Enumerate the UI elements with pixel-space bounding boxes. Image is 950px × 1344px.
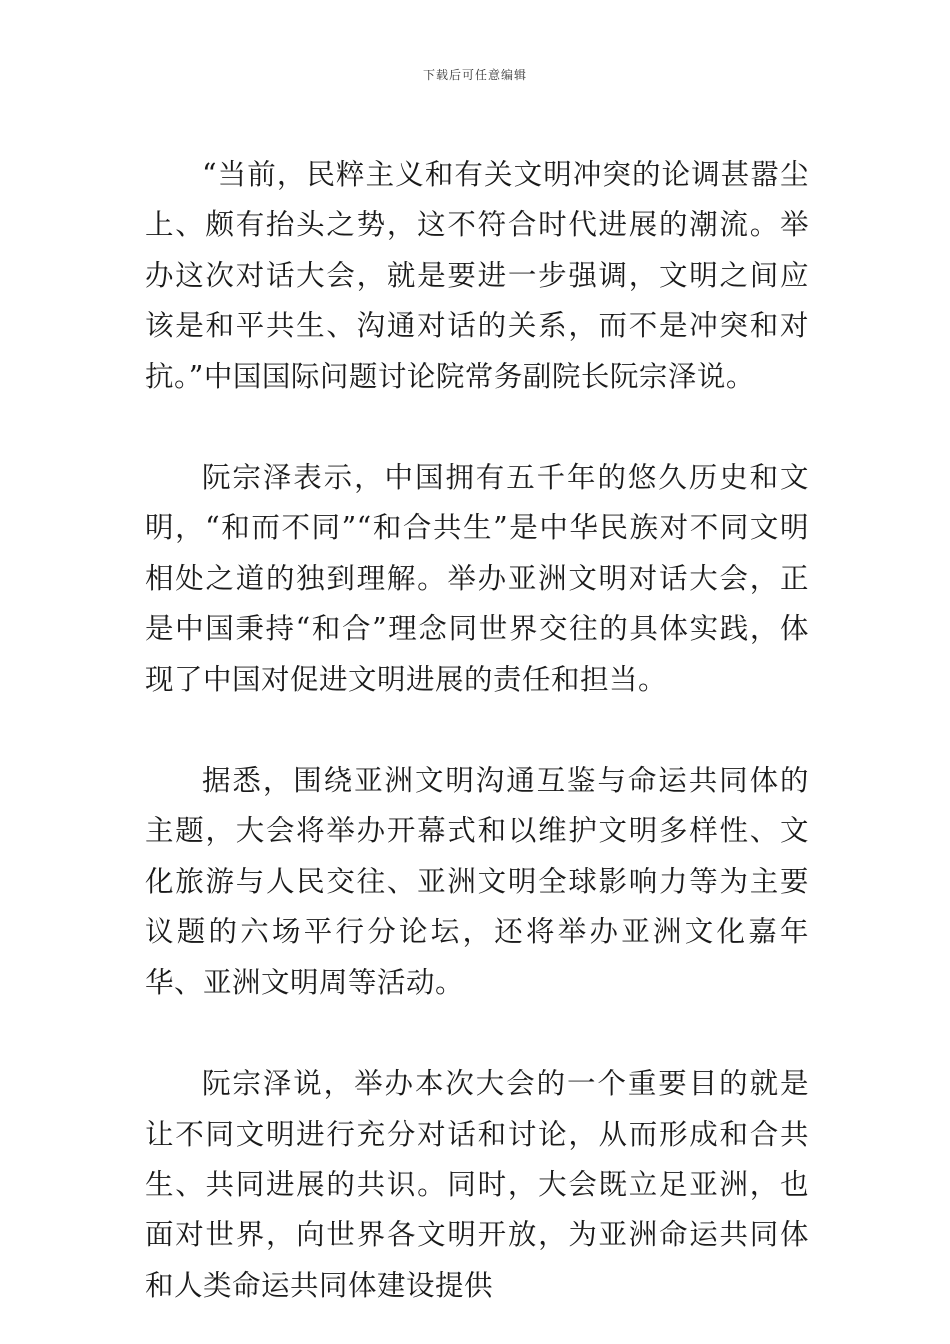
paragraph-2: 阮宗泽表示，中国拥有五千年的悠久历史和文明，“和而不同”“和合共生”是中华民族对不同文明相处之道的独到理解。举办亚洲文明对话大会，正是中国秉持“和合”理念同世界交往的具体实践，体现了中国对促进文明进展的责任和担当。 [145,461,809,696]
document-body [145,150,809,1311]
paragraph-4: 阮宗泽说，举办本次大会的一个重要目的就是让不同文明进行充分对话和讨论，从而形成和合共生、共同进展的共识。同时，大会既立足亚洲，也面对世界，向世界各文明开放，为亚洲命运共同体和人类命运共同体建设提供 [145,1067,809,1302]
page-header-note: 下载后可任意编辑 [422,68,527,82]
paragraph-3: 据悉，围绕亚洲文明沟通互鉴与命运共同体的主题，大会将举办开幕式和以维护文明多样性、文化旅游与人民交往、亚洲文明全球影响力等为主要议题的六场平行分论坛，还将举办亚洲文化嘉年华、亚洲文明周等活动。 [145,764,809,999]
paragraph-1: “当前，民粹主义和有关文明冲突的论调甚嚣尘上、颇有抬头之势，这不符合时代进展的潮流。举办这次对话大会，就是要进一步强调，文明之间应该是和平共生、沟通对话的关系，而不是冲突和对抗。”中国国际问题讨论院常务副院长阮宗泽说。 [145,158,809,393]
